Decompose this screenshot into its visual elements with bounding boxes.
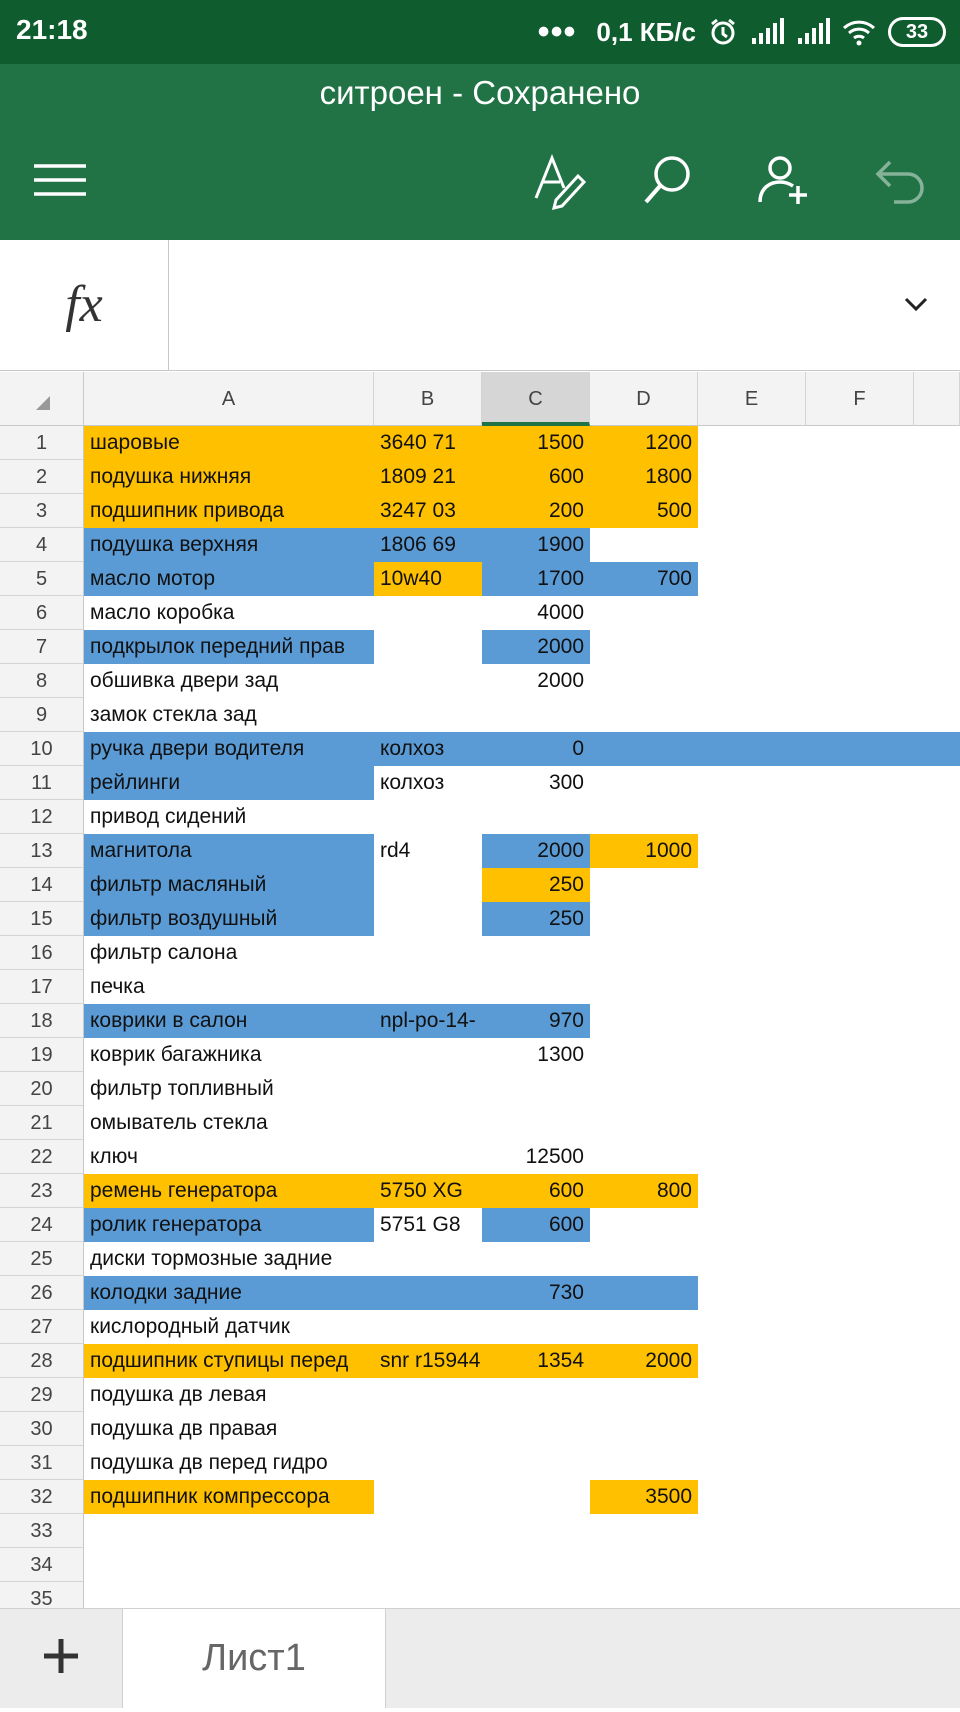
cell-b4[interactable]: 1806 69 [380,533,456,556]
cell-b22[interactable] [374,1140,482,1174]
cell-b7[interactable] [374,630,482,664]
cell-d30[interactable] [590,1412,698,1446]
column-header-e[interactable]: E [698,372,806,426]
cell-c30[interactable] [482,1412,590,1446]
cell-c23[interactable]: 600 [548,1179,584,1202]
formula-input[interactable] [170,240,870,370]
cell-d25[interactable] [590,1242,698,1276]
cell-c20[interactable] [482,1072,590,1106]
cell-a6[interactable]: масло коробка [90,601,235,624]
cell-b6[interactable] [374,596,482,630]
row-header[interactable]: 32 [0,1480,84,1514]
cell-d9[interactable] [590,698,698,732]
cell-a35[interactable] [84,1582,380,1608]
cell-d28[interactable]: 2000 [645,1349,692,1372]
cell-a13[interactable]: магнитола [90,839,192,862]
sheet-tab-1[interactable]: Лист1 [122,1609,386,1708]
row-header[interactable]: 35 [0,1582,84,1608]
cell-c4[interactable]: 1900 [537,533,584,556]
cell-d19[interactable] [590,1038,698,1072]
chevron-down-icon[interactable] [898,286,934,322]
cell-a25[interactable]: диски тормозные задние [90,1247,333,1270]
row-header[interactable]: 10 [0,732,84,766]
cell-b8[interactable] [374,664,482,698]
row-header[interactable]: 3 [0,494,84,528]
row-header[interactable]: 25 [0,1242,84,1276]
cell-a15[interactable]: фильтр воздушный [90,907,278,930]
function-fx-button[interactable]: fx [0,240,169,370]
select-all-triangle-icon [0,372,84,426]
cell-a34[interactable] [84,1548,380,1582]
cell-b3[interactable]: 3247 03 [380,499,456,522]
cell-d33[interactable] [590,1514,698,1548]
cell-c12[interactable] [482,800,590,834]
cell-a22[interactable]: ключ [90,1145,138,1168]
cell-a21[interactable]: омыватель стекла [90,1111,268,1134]
cell-c34[interactable] [482,1548,590,1582]
spreadsheet-grid[interactable] [0,372,960,1608]
cell-a33[interactable] [84,1514,380,1548]
document-title: ситроен - Сохранено [319,74,641,111]
cell-b1[interactable]: 3640 71 [380,431,456,454]
cell-b29[interactable] [374,1378,482,1412]
row-header[interactable]: 7 [0,630,84,664]
cell-a29[interactable]: подушка дв левая [90,1383,267,1406]
undo-icon[interactable] [868,148,932,212]
cell-d16[interactable] [590,936,698,970]
cell-c8[interactable]: 2000 [537,669,584,692]
cell-d32[interactable]: 3500 [645,1485,692,1508]
cell-d34[interactable] [590,1548,698,1582]
row-header[interactable]: 28 [0,1344,84,1378]
row-header[interactable]: 24 [0,1208,84,1242]
cell-b11[interactable]: колхоз [380,771,445,794]
cell-b5[interactable]: 10w40 [380,567,442,590]
app-bar [0,64,960,240]
row-header[interactable]: 19 [0,1038,84,1072]
cell-c3[interactable]: 200 [548,499,584,522]
cell-d26[interactable] [590,1276,698,1310]
cell-b25[interactable] [374,1242,482,1276]
status-icons [538,12,946,52]
row-header[interactable]: 18 [0,1004,84,1038]
cell-a9[interactable]: замок стекла зад [90,703,257,726]
cell-b27[interactable] [374,1310,482,1344]
cell-c10[interactable]: 0 [572,737,584,760]
add-sheet-button[interactable] [0,1609,122,1708]
row-header[interactable]: 17 [0,970,84,1004]
cell-c29[interactable] [482,1378,590,1412]
cell-b18[interactable]: npl-po-14- [380,1009,476,1032]
cell-c1[interactable]: 1500 [537,431,584,454]
cell-c32[interactable] [482,1480,590,1514]
cell-c7[interactable]: 2000 [537,635,584,658]
cell-b28[interactable]: snr r15944 [380,1349,481,1372]
menu-icon[interactable] [28,148,92,212]
cell-b10[interactable]: колхоз [380,737,445,760]
cell-b31[interactable] [374,1446,482,1480]
cell-a28[interactable]: подшипник ступицы перед [90,1349,349,1372]
cell-d12[interactable] [590,800,698,834]
cell-b14[interactable] [374,868,482,902]
row-header[interactable]: 4 [0,528,84,562]
cell-a26[interactable]: колодки задние [90,1281,242,1304]
column-header-overflow[interactable] [914,372,960,426]
cell-c26[interactable]: 730 [548,1281,584,1304]
cell-b19[interactable] [374,1038,482,1072]
cell-d1[interactable]: 1200 [645,431,692,454]
row-header[interactable]: 12 [0,800,84,834]
cell-a5[interactable]: масло мотор [90,567,216,590]
share-add-user-icon[interactable] [752,148,816,212]
status-bar [0,0,960,64]
cell-d6[interactable] [590,596,698,630]
cell-b32[interactable] [374,1480,482,1514]
signal-icon-2 [796,18,830,46]
cell-fill-e10 [698,732,806,766]
sheet-tabs-bar [0,1608,960,1708]
cell-b13[interactable]: rd4 [380,839,411,862]
cell-a7[interactable]: подкрылок передний прав [90,635,345,658]
alarm-icon [708,17,738,47]
row-header[interactable]: 11 [0,766,84,800]
column-header-b[interactable]: B [374,372,482,426]
cell-b2[interactable]: 1809 21 [380,465,456,488]
cell-a24[interactable]: ролик генератора [90,1213,262,1236]
cell-a32[interactable]: подшипник компрессора [90,1485,330,1508]
cell-c35[interactable] [482,1582,590,1608]
cell-c14[interactable]: 250 [548,873,584,896]
cell-c33[interactable] [482,1514,590,1548]
cell-c25[interactable] [482,1242,590,1276]
row-header[interactable]: 21 [0,1106,84,1140]
row-header[interactable]: 26 [0,1276,84,1310]
cell-a12[interactable]: привод сидений [90,805,247,828]
cell-c22[interactable]: 12500 [525,1145,584,1168]
cell-d18[interactable] [590,1004,698,1038]
more-notifications-icon: ••• [537,13,577,51]
row-header[interactable]: 5 [0,562,84,596]
row-header[interactable]: 23 [0,1174,84,1208]
cell-a23[interactable]: ремень генератора [90,1179,278,1202]
cell-a11[interactable]: рейлинги [90,771,181,794]
cell-a10[interactable]: ручка двери водителя [90,737,305,760]
row-header[interactable]: 2 [0,460,84,494]
row-header[interactable]: 22 [0,1140,84,1174]
cell-d21[interactable] [590,1106,698,1140]
cell-a30[interactable]: подушка дв правая [90,1417,278,1440]
cell-c19[interactable]: 1300 [537,1043,584,1066]
cell-a14[interactable]: фильтр масляный [90,873,267,896]
cell-a31[interactable]: подушка дв перед гидро [90,1451,328,1474]
cell-c16[interactable] [482,936,590,970]
cell-c31[interactable] [482,1446,590,1480]
cell-b12[interactable] [374,800,482,834]
row-header[interactable]: 31 [0,1446,84,1480]
cell-d24[interactable] [590,1208,698,1242]
clock: 21:18 [16,14,88,45]
cell-a2[interactable]: подушка нижняя [90,465,252,488]
row-header[interactable]: 8 [0,664,84,698]
plus-icon [0,1609,122,1708]
edit-text-icon[interactable] [528,148,592,212]
cell-a18[interactable]: коврики в салон [90,1009,248,1032]
row-header[interactable]: 30 [0,1412,84,1446]
cell-a27[interactable]: кислородный датчик [90,1315,290,1338]
row-header[interactable]: 13 [0,834,84,868]
row-header[interactable]: 29 [0,1378,84,1412]
cell-c11[interactable]: 300 [548,771,584,794]
cell-d35[interactable] [590,1582,698,1608]
cell-fill-g10 [914,732,960,766]
cell-b16[interactable] [374,936,482,970]
select-all-corner[interactable] [0,372,84,426]
cell-a20[interactable]: фильтр топливный [90,1077,274,1100]
column-header-a[interactable]: A [84,372,374,426]
cell-d4[interactable] [590,528,698,562]
cell-d5[interactable]: 700 [656,567,692,590]
cell-c18[interactable]: 970 [548,1009,584,1032]
row-header[interactable]: 34 [0,1548,84,1582]
cell-a4[interactable]: подушка верхняя [90,533,259,556]
column-header-f[interactable]: F [806,372,914,426]
cell-d2[interactable]: 1800 [645,465,692,488]
cell-a3[interactable]: подшипник привода [90,499,284,522]
row-header[interactable]: 27 [0,1310,84,1344]
cell-b24[interactable]: 5751 G8 [380,1213,461,1236]
signal-icon [750,18,784,46]
cell-c21[interactable] [482,1106,590,1140]
cell-b15[interactable] [374,902,482,936]
cell-a19[interactable]: коврик багажника [90,1043,262,1066]
cell-b21[interactable] [374,1106,482,1140]
cell-a8[interactable]: обшивка двери зад [90,669,279,692]
cell-b34[interactable] [374,1548,482,1582]
column-header-d[interactable]: D [590,372,698,426]
cell-b26[interactable] [374,1276,482,1310]
cell-a17[interactable]: печка [90,975,145,998]
cell-b9[interactable] [374,698,482,732]
cell-b33[interactable] [374,1514,482,1548]
cell-c6[interactable]: 4000 [537,601,584,624]
cell-d13[interactable]: 1000 [645,839,692,862]
cell-a1[interactable]: шаровые [90,431,180,454]
cell-d22[interactable] [590,1140,698,1174]
cell-c13[interactable]: 2000 [537,839,584,862]
cell-c15[interactable]: 250 [548,907,584,930]
cell-d31[interactable] [590,1446,698,1480]
cell-d20[interactable] [590,1072,698,1106]
cell-c28[interactable]: 1354 [537,1349,584,1372]
row-header[interactable]: 14 [0,868,84,902]
cell-b17[interactable] [374,970,482,1004]
cell-d14[interactable] [590,868,698,902]
cell-fill-f10 [806,732,914,766]
row-header[interactable]: 15 [0,902,84,936]
network-speed: 0,1 КБ/с [596,16,696,47]
row-header[interactable]: 9 [0,698,84,732]
cell-d27[interactable] [590,1310,698,1344]
row-header[interactable]: 20 [0,1072,84,1106]
cell-d23[interactable]: 800 [656,1179,692,1202]
cell-d17[interactable] [590,970,698,1004]
cell-c27[interactable] [482,1310,590,1344]
row-header[interactable]: 16 [0,936,84,970]
cell-b23[interactable]: 5750 XG [380,1179,463,1202]
wifi-icon [842,18,876,46]
cell-d3[interactable]: 500 [656,499,692,522]
cell-d15[interactable] [590,902,698,936]
formula-bar [0,240,960,371]
row-header[interactable]: 6 [0,596,84,630]
cell-d8[interactable] [590,664,698,698]
cell-c24[interactable]: 600 [548,1213,584,1236]
cell-a16[interactable]: фильтр салона [90,941,238,964]
cell-c5[interactable]: 1700 [537,567,584,590]
cell-b30[interactable] [374,1412,482,1446]
column-header-c[interactable]: C [482,372,590,426]
cell-b20[interactable] [374,1072,482,1106]
cell-d11[interactable] [590,766,698,800]
battery-indicator: 33 [888,17,946,47]
cell-c17[interactable] [482,970,590,1004]
cell-b35[interactable] [374,1582,482,1608]
cell-d7[interactable] [590,630,698,664]
cell-d10[interactable] [590,732,698,766]
row-header[interactable]: 33 [0,1514,84,1548]
search-icon[interactable] [636,148,700,212]
cell-c2[interactable]: 600 [548,465,584,488]
cell-d29[interactable] [590,1378,698,1412]
cell-c9[interactable] [482,698,590,732]
row-header[interactable]: 1 [0,426,84,460]
